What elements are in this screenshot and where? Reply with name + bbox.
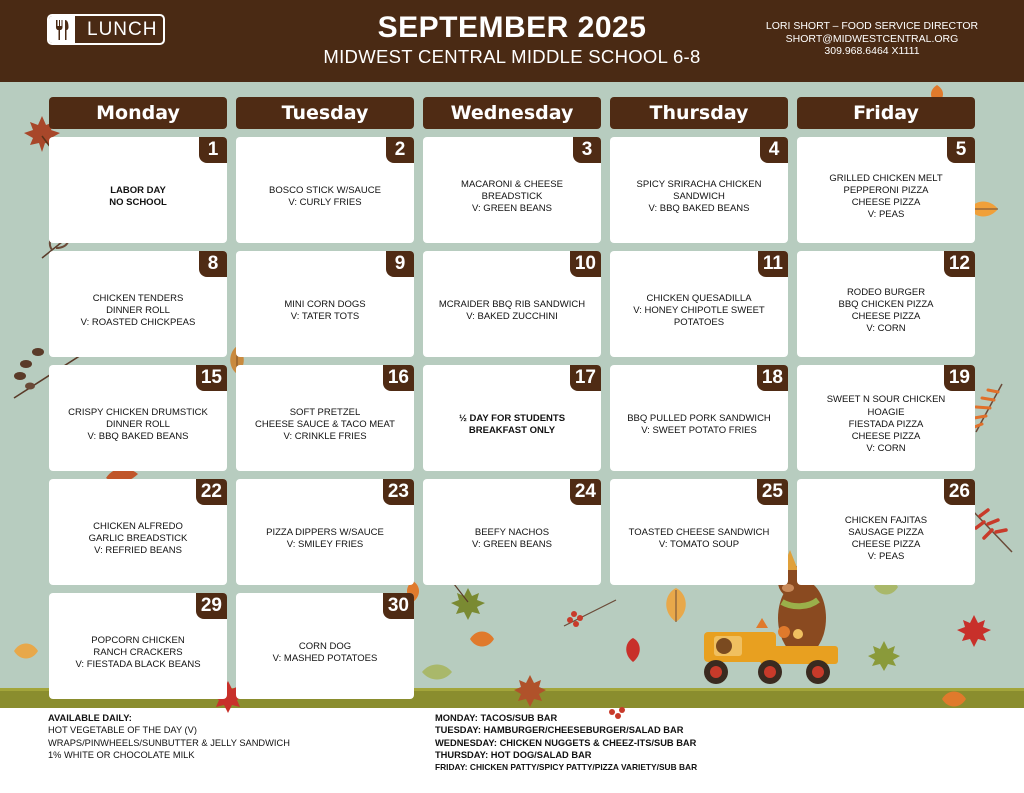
date-number: 30: [383, 593, 414, 619]
menu-item: RODEO BURGER: [846, 286, 926, 298]
calendar-day-cell: [49, 479, 227, 585]
contact-phone: 309.968.6464 X1111: [824, 45, 920, 57]
calendar-day-cell: [797, 137, 975, 243]
menu-items: [242, 389, 408, 461]
calendar-day-cell: [49, 137, 227, 243]
menu-items: [429, 275, 595, 347]
available-daily-heading: AVAILABLE DAILY:: [48, 713, 132, 723]
menu-item: V: SMILEY FRIES: [286, 539, 364, 550]
logo-text: LUNCH: [87, 18, 158, 40]
calendar-day-cell: [610, 137, 788, 243]
menu-item: DINNER ROLL: [106, 418, 170, 430]
maple-leaf-icon: [512, 672, 548, 710]
menu-item: CHEESE PIZZA: [851, 197, 921, 208]
calendar-day-cell: [797, 479, 975, 585]
menu-item: V: REFRIED BEANS: [94, 545, 182, 557]
header-banner: [0, 0, 1024, 82]
menu-item: TOASTED CHEESE SANDWICH: [628, 526, 770, 538]
menu-item: V: GREEN BEANS: [472, 539, 552, 550]
leaf-icon: [620, 634, 646, 664]
menu-item: V: PEAS: [867, 551, 905, 563]
menu-items: [429, 161, 595, 233]
maple-leaf-icon: [448, 582, 488, 626]
daily-bar-item: THURSDAY: HOT DOG/SALAD BAR: [435, 749, 592, 760]
menu-item: GRILLED CHICKEN MELT: [829, 172, 943, 184]
available-daily: [48, 712, 290, 761]
menu-items: [55, 617, 221, 689]
menu-item: PEPPERONI PIZZA: [843, 184, 929, 196]
leaf-icon: [938, 686, 968, 712]
leaf-icon: [420, 662, 454, 682]
calendar-day-cell: [610, 365, 788, 471]
menu-item: CHEESE PIZZA: [851, 311, 921, 322]
menu-item: CHICKEN QUESADILLA: [646, 292, 752, 304]
menu-item: MCRAIDER BBQ RIB SANDWICH: [438, 298, 586, 310]
date-number: 24: [570, 479, 601, 505]
menu-items: [242, 503, 408, 575]
menu-items: [616, 161, 782, 233]
daily-bar-item: WEDNESDAY: CHICKEN NUGGETS & CHEEZ-ITS/SUB BAR: [435, 737, 697, 748]
day-header-tuesday: Tuesday: [236, 97, 414, 129]
menu-item: LABOR DAY: [110, 184, 166, 196]
menu-items: [616, 275, 782, 347]
menu-items: [242, 617, 408, 689]
menu-item: RANCH CRACKERS: [93, 646, 183, 658]
menu-items: [55, 161, 221, 233]
calendar-day-cell: [49, 251, 227, 357]
calendar-day-cell: [49, 365, 227, 471]
date-number: 12: [944, 251, 975, 277]
menu-item: V: SWEET POTATO FRIES: [641, 425, 757, 436]
date-number: 17: [570, 365, 601, 391]
menu-item: V: BBQ BAKED BEANS: [87, 431, 189, 443]
daily-bars-list: [435, 712, 697, 773]
contact-email: SHORT@MIDWESTCENTRAL.ORG: [785, 32, 959, 45]
menu-item: V: PEAS: [867, 209, 905, 221]
calendar-day-cell: [423, 251, 601, 357]
menu-item: CHICKEN TENDERS: [92, 292, 184, 304]
calendar-day-cell: [610, 479, 788, 585]
menu-items: [242, 275, 408, 347]
date-number: 25: [757, 479, 788, 505]
available-daily-item: WRAPS/PINWHEELS/SUNBUTTER & JELLY SANDWICH: [48, 737, 290, 748]
menu-item: BREADSTICK: [481, 190, 543, 202]
menu-item: BBQ PULLED PORK SANDWICH: [627, 412, 771, 424]
day-header-monday: Monday: [49, 97, 227, 129]
day-header-friday: Friday: [797, 97, 975, 129]
date-number: 23: [383, 479, 414, 505]
date-number: 16: [383, 365, 414, 391]
menu-item: CHEESE PIZZA: [851, 539, 921, 550]
calendar-day-cell: [236, 365, 414, 471]
menu-item: SAUSAGE PIZZA: [848, 526, 924, 538]
menu-item: V: GREEN BEANS: [472, 203, 552, 215]
menu-items: [803, 389, 969, 461]
menu-items: [55, 389, 221, 461]
date-number: 8: [199, 251, 227, 277]
date-number: 19: [944, 365, 975, 391]
menu-item: V: TATER TOTS: [290, 311, 360, 322]
menu-item: MINI CORN DOGS: [284, 298, 366, 310]
menu-item: MACARONI & CHEESE: [461, 178, 563, 190]
daily-bar-item: FRIDAY: CHICKEN PATTY/SPICY PATTY/PIZZA VARIETY/SUB BAR: [435, 762, 698, 773]
menu-item: SOFT PRETZEL: [289, 406, 361, 418]
menu-item: SWEET N SOUR CHICKEN: [826, 394, 946, 406]
menu-item: CRISPY CHICKEN DRUMSTICK: [68, 406, 208, 418]
calendar-day-cell: [236, 593, 414, 699]
calendar-day-cell: [236, 479, 414, 585]
leaf-icon: [12, 640, 40, 662]
menu-item: V: FIESTADA BLACK BEANS: [75, 659, 201, 671]
calendar-day-cell: [236, 251, 414, 357]
menu-item: HOAGIE: [867, 406, 905, 418]
menu-item: CHICKEN ALFREDO: [93, 520, 183, 532]
date-number: 10: [570, 251, 601, 277]
menu-item: V: TOMATO SOUP: [658, 539, 740, 550]
available-daily-item: 1% WHITE OR CHOCOLATE MILK: [48, 749, 195, 760]
menu-items: [803, 161, 969, 233]
menu-item: CORN DOG: [298, 640, 352, 652]
menu-item: V: ROASTED CHICKPEAS: [80, 317, 196, 329]
menu-item: V: HONEY CHIPOTLE SWEET: [633, 304, 765, 316]
menu-items: [803, 503, 969, 575]
daily-bar-item: MONDAY: TACOS/SUB BAR: [435, 713, 558, 723]
menu-item: BOSCO STICK W/SAUCE: [269, 184, 381, 196]
date-number: 15: [196, 365, 227, 391]
menu-item: V: CORN: [866, 443, 906, 455]
menu-item: BEEFY NACHOS: [474, 526, 550, 538]
date-number: 11: [758, 251, 788, 277]
menu-items: [616, 389, 782, 461]
menu-items: [616, 503, 782, 575]
calendar-day-cell: [49, 593, 227, 699]
date-number: 18: [757, 365, 788, 391]
menu-items: [55, 275, 221, 347]
menu-item: CHEESE PIZZA: [851, 431, 921, 443]
menu-items: [55, 503, 221, 575]
leaf-icon: [468, 628, 496, 650]
daily-bar-item: TUESDAY: HAMBURGER/CHEESEBURGER/SALAD BAR: [435, 725, 684, 736]
menu-item: ½ DAY FOR STUDENTS: [458, 412, 566, 424]
menu-item: V: BBQ BAKED BEANS: [648, 203, 750, 215]
day-header-wednesday: Wednesday: [423, 97, 601, 129]
day-header-thursday: Thursday: [610, 97, 788, 129]
calendar-day-cell: [423, 479, 601, 585]
berry-branch-icon: [560, 596, 618, 630]
date-number: 9: [386, 251, 414, 277]
date-number: 2: [386, 137, 414, 163]
menu-item: V: BAKED ZUCCHINI: [466, 311, 558, 322]
menu-item: V: CRINKLE FRIES: [283, 431, 367, 443]
menu-item: V: MASHED POTATOES: [272, 653, 378, 664]
menu-item: GARLIC BREADSTICK: [88, 532, 188, 544]
date-number: 26: [944, 479, 975, 505]
menu-item: BBQ CHICKEN PIZZA: [838, 298, 934, 310]
menu-item: CHEESE SAUCE & TACO MEAT: [255, 418, 395, 430]
menu-item: POPCORN CHICKEN: [91, 634, 185, 646]
menu-item: POTATOES: [673, 317, 725, 329]
fork-knife-icon: [49, 16, 75, 43]
date-number: 4: [760, 137, 788, 163]
date-number: 5: [947, 137, 975, 163]
lunch-logo: [47, 14, 165, 45]
maple-leaf-icon: [866, 638, 902, 674]
menu-item: SANDWICH: [673, 190, 725, 202]
page-subtitle: MIDWEST CENTRAL MIDDLE SCHOOL 6-8: [323, 46, 701, 67]
calendar-day-cell: [797, 365, 975, 471]
available-daily-item: HOT VEGETABLE OF THE DAY (V): [48, 725, 197, 736]
menu-item: CHICKEN FAJITAS: [844, 514, 928, 526]
menu-item: BREAKFAST ONLY: [468, 425, 556, 436]
menu-items: [803, 275, 969, 347]
page-title: SEPTEMBER 2025: [377, 11, 647, 44]
calendar-day-cell: [423, 365, 601, 471]
menu-item: PIZZA DIPPERS W/SAUCE: [266, 526, 384, 538]
menu-items: [429, 503, 595, 575]
date-number: 3: [573, 137, 601, 163]
menu-item: NO SCHOOL: [109, 197, 167, 208]
calendar-day-cell: [797, 251, 975, 357]
calendar-day-cell: [423, 137, 601, 243]
calendar-day-cell: [236, 137, 414, 243]
date-number: 1: [199, 137, 227, 163]
date-number: 22: [196, 479, 227, 505]
maple-leaf-icon: [954, 612, 994, 652]
contact-name: LORI SHORT – FOOD SERVICE DIRECTOR: [765, 20, 979, 32]
menu-item: V: CURLY FRIES: [288, 197, 362, 208]
menu-item: V: CORN: [866, 323, 906, 335]
menu-item: DINNER ROLL: [106, 304, 170, 316]
menu-items: [429, 389, 595, 461]
menu-item: SPICY SRIRACHA CHICKEN: [636, 178, 762, 190]
date-number: 29: [196, 593, 227, 619]
menu-item: FIESTADA PIZZA: [848, 418, 924, 430]
calendar-day-cell: [610, 251, 788, 357]
menu-items: [242, 161, 408, 233]
contact-info: [760, 20, 984, 58]
